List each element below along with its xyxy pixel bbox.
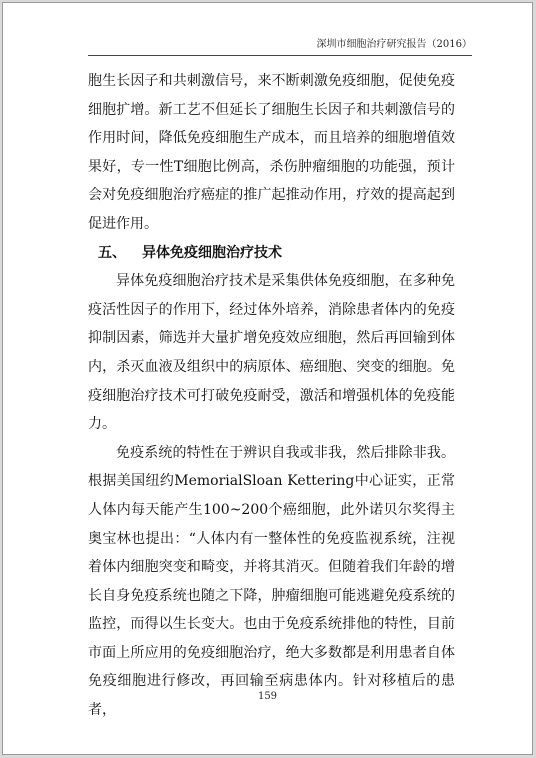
section-title: 异体免疫细胞治疗技术 (142, 244, 282, 261)
paragraph-continued: 胞生长因子和共刺激信号，来不断刺激免疫细胞，促使免疫细胞扩增。新工艺不但延长了细胞生长因子和共刺激信号的作用时间，降低免疫细胞生产成本，而且培养的细胞增值效果好，专一性T细胞比例高，杀伤肿瘤细胞的功能强，预计会对免疫细胞治疗癌症的推广起推动作用，疗效的提高起到促进作用。 (88, 73, 455, 232)
page-body (88, 67, 455, 725)
page-number: 159 (257, 691, 278, 702)
section-number: 五、 (98, 244, 126, 261)
paragraph-immune-system: 免疫系统的特性在于辨识自我或非我，然后排除非我。根据美国纽约MemorialSloan Kettering中心证实，正常人体内每天能产生100~200个癌细胞，此外诺贝尔奖得主奥宝林也提出：“人体内有一整体性的免疫监视系统，注视着体内细胞突变和畸变，并将其消灭。但随着我们年龄的增长自身免疫系统也随之下降，肿瘤细胞可能逃避免疫系统的监控，而得以生长变大。也由于免疫系统排他的特性，目前市面上所应用的免疫细胞治疗，绝大多数都是利用患者自体免疫细胞进行修改，再回输至病患体内。针对移植后的患者， (88, 444, 455, 719)
paragraph-allogeneic-intro: 异体免疫细胞治疗技术是采集供体免疫细胞，在多种免疫活性因子的作用下，经过体外培养，消除患者体内的免疫抑制因素，筛选并大量扩增免疫效应细胞，然后再回输到体内，杀灭血液及组织中的病原体、癌细胞、突变的细胞。免疫细胞治疗技术可打破免疫耐受，激活和增强机体的免疫能力。 (88, 273, 455, 433)
document-page (2, 2, 533, 755)
running-header: 深圳市细胞治疗研究报告（2016） (316, 39, 472, 50)
header-rule (88, 55, 472, 56)
section-heading (88, 239, 455, 268)
